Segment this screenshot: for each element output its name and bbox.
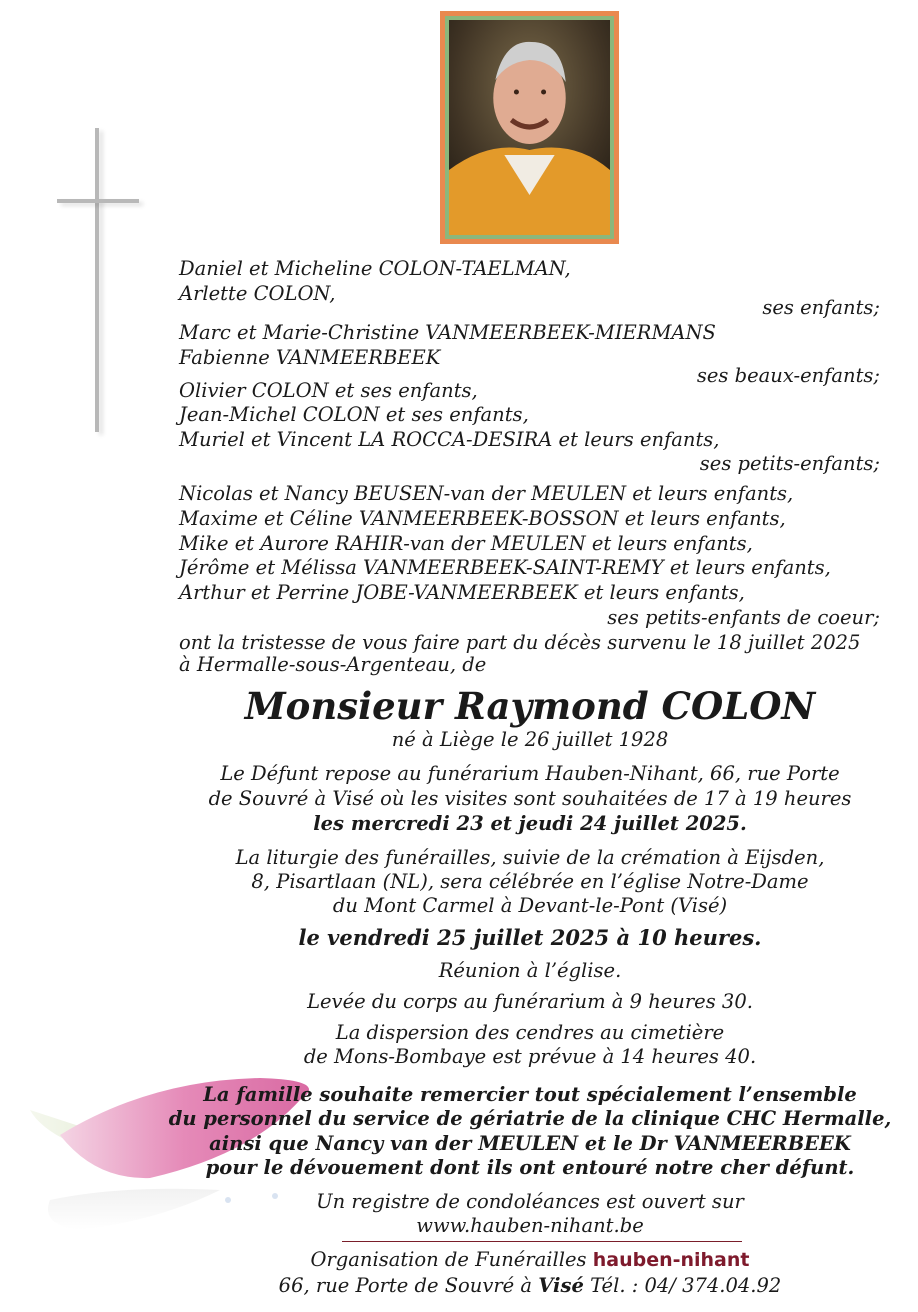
family-heart-line-4: Jérôme et Mélissa VANMEERBEEK-SAINT-REMY et leurs enfants, <box>179 556 831 579</box>
ceremony-ashes-line-1: La dispersion des cendres au cimetière <box>335 1021 725 1044</box>
footer-organisation <box>150 1248 910 1272</box>
registry-url[interactable]: www.hauben-nihant.be <box>416 1214 644 1237</box>
cross-horizontal-bar <box>57 199 139 203</box>
family-grandchildren-line-3: Muriel et Vincent LA ROCCA-DESIRA et leurs enfants, <box>179 428 720 451</box>
ceremony-line-3: du Mont Carmel à Devant-le-Pont (Visé) <box>332 894 728 917</box>
footer-phone: Tél. : 04/ 374.04.92 <box>590 1274 782 1297</box>
deceased-birth: né à Liège le 26 juillet 1928 <box>391 728 669 751</box>
cross-vertical-bar <box>95 128 99 432</box>
deceased-name: Monsieur Raymond COLON <box>244 684 816 728</box>
family-children-line-2: Arlette COLON, <box>179 282 336 305</box>
family-inlaws-line-1: Marc et Marie-Christine VANMEERBEEK-MIERMANS <box>179 321 716 344</box>
ceremony-meeting: Réunion à l’église. <box>438 959 622 982</box>
ceremony-line-2: 8, Pisartlaan (NL), sera célébrée en l’église Notre-Dame <box>251 870 809 893</box>
thanks-line-3: ainsi que Nancy van der MEULEN et le Dr VANMEERBEEK <box>209 1132 851 1155</box>
footer-org-label: Organisation de Funérailles <box>310 1248 587 1271</box>
ceremony-line-1: La liturgie des funérailles, suivie de la crémation à Eijsden, <box>235 846 825 869</box>
footer-address-prefix: 66, rue Porte de Souvré à <box>278 1274 533 1297</box>
family-heart-label: ses petits-enfants de coeur; <box>607 606 880 629</box>
portrait-photo <box>445 16 614 239</box>
thanks-line-4: pour le dévouement dont ils ont entouré notre cher défunt. <box>205 1156 855 1179</box>
thanks-line-2: du personnel du service de gériatrie de la clinique CHC Hermalle, <box>168 1107 892 1130</box>
family-heart-line-5: Arthur et Perrine JOBE-VANMEERBEEK et leurs enfants, <box>179 581 745 604</box>
family-inlaws-line-2: Fabienne VANMEERBEEK <box>179 346 441 369</box>
family-children-line-1: Daniel et Micheline COLON-TAELMAN, <box>179 257 571 280</box>
visitation-line-2: de Souvré à Visé où les visites sont souhaitées de 17 à 19 heures <box>208 787 852 810</box>
ceremony-departure: Levée du corps au funérarium à 9 heures 30. <box>307 990 753 1013</box>
visitation-line-1: Le Défunt repose au funérarium Hauben-Nihant, 66, rue Porte <box>220 762 840 785</box>
family-heart-line-2: Maxime et Céline VANMEERBEEK-BOSSON et leurs enfants, <box>179 507 786 530</box>
footer-address <box>150 1274 910 1298</box>
visitation-dates: les mercredi 23 et jeudi 24 juillet 2025. <box>313 812 747 835</box>
family-heart-line-1: Nicolas et Nancy BEUSEN-van der MEULEN et leurs enfants, <box>179 482 794 505</box>
footer-brand-logo: hauben-nihant <box>592 1249 750 1271</box>
family-grandchildren-label: ses petits-enfants; <box>699 452 880 475</box>
portrait-frame <box>440 11 619 244</box>
ceremony-date: le vendredi 25 juillet 2025 à 10 heures. <box>298 925 762 950</box>
family-children-label: ses enfants; <box>762 296 880 319</box>
announcement-line-1: ont la tristesse de vous faire part du décès survenu le 18 juillet 2025 <box>179 631 861 654</box>
family-grandchildren-line-2: Jean-Michel COLON et ses enfants, <box>179 403 529 426</box>
ceremony-ashes-line-2: de Mons-Bombaye est prévue à 14 heures 40. <box>303 1045 757 1068</box>
family-inlaws-label: ses beaux-enfants; <box>696 364 880 387</box>
footer-separator <box>342 1241 742 1242</box>
registry-line: Un registre de condoléances est ouvert sur <box>316 1190 744 1213</box>
family-grandchildren-line-1: Olivier COLON et ses enfants, <box>179 379 478 402</box>
footer-city: Visé <box>538 1274 584 1297</box>
thanks-line-1: La famille souhaite remercier tout spécialement l’ensemble <box>203 1083 857 1106</box>
announcement-line-2: à Hermalle-sous-Argenteau, de <box>179 653 487 676</box>
family-heart-line-3: Mike et Aurore RAHIR-van der MEULEN et leurs enfants, <box>179 532 753 555</box>
